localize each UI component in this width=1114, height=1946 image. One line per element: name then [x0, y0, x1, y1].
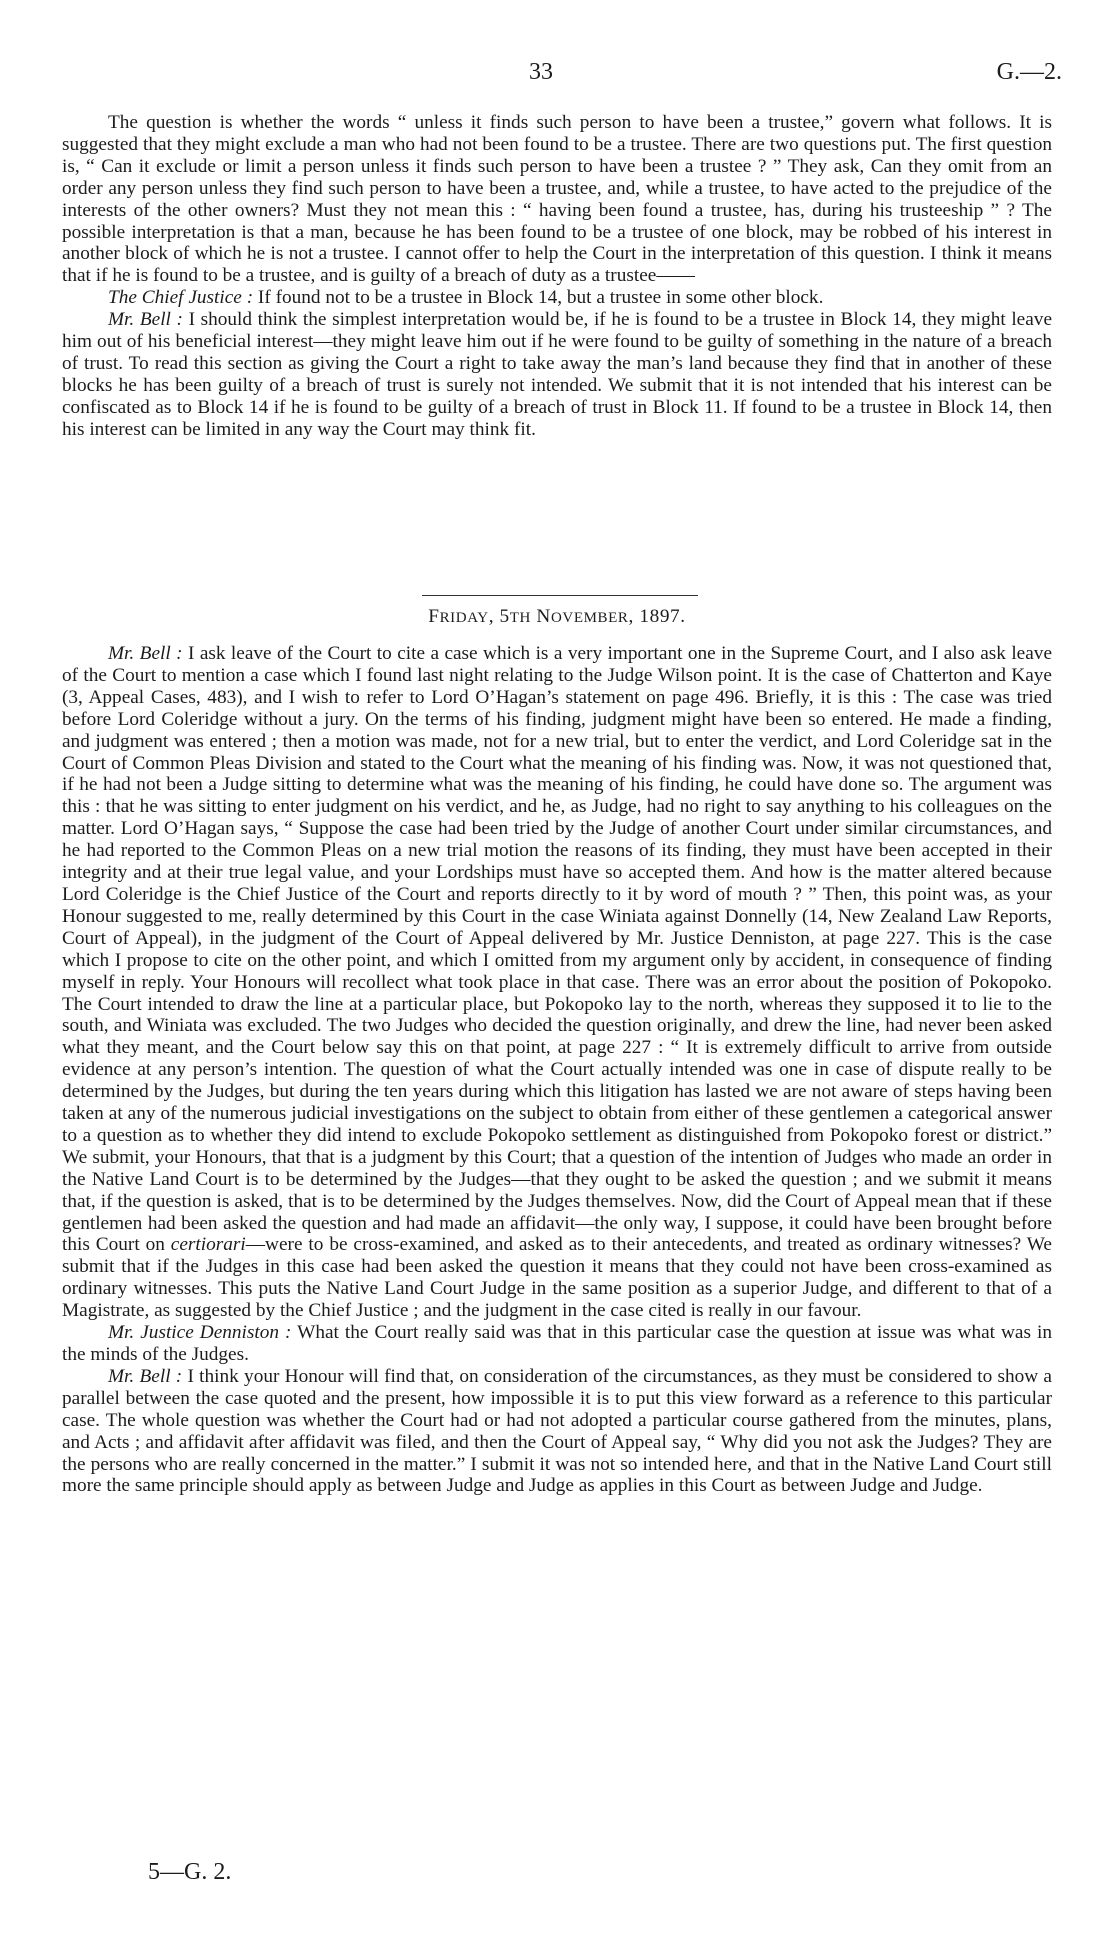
speech-text: —were to be cross-examined, and asked as to their antecedents, and treated as ordinary witnesses? We submit that if the Judges in this case had been asked the question it means that they could not have been cross-examined as ordinary witnesses. This puts the Native Land Court Judge in the same position as a superior Judge, and different to that of a Magistrate, as suggested by the Chief Justice ; and the judgment in the case cited is really in our favour. — [62, 1234, 1052, 1322]
paragraph — [62, 643, 1052, 1322]
speech-text: What the Court really said was that in this particular case the question at issue was what was in the minds of the Judges. — [62, 1322, 1052, 1365]
speaker-name: Mr. Bell : — [108, 1365, 183, 1387]
speaker-name: Mr. Bell : — [108, 309, 183, 331]
speech-text: If found not to be a trustee in Block 14, but a trustee in some other block. — [253, 287, 824, 309]
speaker-name: The Chief Justice : — [108, 287, 254, 309]
section-divider — [422, 595, 698, 596]
section-1 — [62, 112, 1052, 441]
speaker-name: Mr. Bell : — [108, 643, 183, 664]
signature-mark: 5—G. 2. — [148, 1859, 232, 1885]
speech-text: I should think the simplest interpretation would be, if he is found to be a trustee in Block 14, they might leave him out of his beneficial interest—they might leave him out if he were found to be guilty of something in the nature of a breach of trust. To read this section as giving the Court a right to take away the man’s land because they find that in another of these blocks he has been guilty of a breach of trust is surely not intended. We submit that it is not intended that his interest can be confiscated as to Block 14 if he is found to be guilty of a breach of trust in Block 11. If found to be a trustee in Block 14, then his interest can be limited in any way the Court may think fit. — [62, 309, 1052, 440]
paragraph: The question is whether the words “ unless it finds such person to have been a trustee,” govern what follows. It is suggested that they might exclude a man who had not been found to be a trustee. There are two questions put. The first question is, “ Can it exclude or limit a person unless it finds such person to have been a trustee ? ” They ask, Can they omit from an order any person unless they find such person to have been a trustee, and, while a trustee, to have acted to the prejudice of the interests of the other owners? Must they not mean this : “ having been found a trustee, has, during his trusteeship ” ? The possible interpretation is that a man, because he has been found to be a trustee of one block, may be robbed of his interest in another block of which he is not a trustee. I cannot offer to help the Court in the interpretation of this question. I think it means that if he is found to be a trustee, and is guilty of a breach of duty as a trustee—— — [62, 112, 1052, 287]
paragraph — [62, 309, 1052, 440]
section-2 — [62, 643, 1052, 1497]
latin-term: certiorari — [170, 1234, 246, 1256]
document-reference: G.—2. — [996, 59, 1062, 85]
speech-text: I think your Honour will find that, on consideration of the circumstances, as they must be considered to show a parallel between the case quoted and the present, how impossible it is to put this view forward as a reference to this particular case. The whole question was whether the Court had or had not adopted a particular course gathered from the minutes, plans, and Acts ; and affidavit after affidavit was filed, and then the Court of Appeal say, “ Why did you not ask the Judges? They are the persons who are really concerned in the matter.” I submit it was not so intended here, and that in the Native Land Court still more the same principle should apply as between Judge and Judge as applies in this Court as between Judge and Judge. — [62, 1365, 1052, 1497]
date-heading: FRIDAY, 5TH NOVEMBER, 1897. — [428, 606, 686, 627]
paragraph — [62, 287, 1052, 309]
paragraph — [62, 1366, 1052, 1497]
speech-text: I ask leave of the Court to cite a case which is a very important one in the Supreme Court, and I also ask leave of the Court to mention a case which I found last night relating to the Judge Wilson point. It is the case of Chatterton and Kaye (3, Appeal Cases, 483), and I wish to refer to Lord O’Hagan’s statement on page 496. Briefly, it is this : The case was tried before Lord Coleridge without a jury. On the terms of his finding, judgment might have been so entered. He made a finding, and judgment was entered ; then a motion was made, not for a new trial, but to enter the verdict, and Lord Coleridge sat in the Court of Common Pleas Division and stated to the Court what the meaning of his finding was. Now, it was not questioned that, if he had not been a Judge sitting to determine what was the meaning of his finding, he could have done so. The argument was this : that he was sitting to enter judgment on his verdict, and he, as Judge, had no right to say anything to his colleagues on the matter. Lord O’Hagan says, “ Suppose the case had been tried by the Judge of another Court under similar circumstances, and he had reported to the Common Pleas on a new trial motion the reasons of its finding, they must have been accepted in their integrity and at their true legal value, and your Lordships must have so accepted them. And how is the matter altered because Lord Coleridge is the Chief Justice of the Court and reports directly to it by word of mouth ? ” Then, this point was, as your Honour suggested to me, really determined by this Court in the case Winiata against Donnelly (14, New Zealand Law Reports, Court of Appeal), in the judgment of the Court of Appeal delivered by Mr. Justice Denniston, at page 227. This is the case which I propose to cite on the other point, and which I omitted from my argument only by accident, in consequence of finding myself in reply. Your Honours will recollect what took place in that case. There was an error about the position of Pokopoko. The Court intended to draw the line at a particular place, but Pokopoko lay to the north, whereas they supposed it to lie to the south, and Winiata was excluded. The two Judges who decided the question originally, and drew the line, had never been asked what they meant, and the Court below say this on that point, at page 227 : “ It is extremely difficult to arrive from outside evidence at any person’s intention. The question of what the Court actually intended was one in case of dispute really to be determined by the Judges, but during the ten years during which this litigation has lasted we are not aware of steps having been taken at any of the numerous judicial investigations on the subject to obtain from either of these gentlemen a categorical answer to a question as to whether they did intend to exclude Pokopoko settlement as distinguished from Pokopoko forest or district.” We submit, your Honours, that that is a judgment by this Court; that a question of the intention of Judges who made an order in the Native Land Court is to be determined by the Judges—that they ought to be asked the question ; and we submit it means that, if the question is asked, that is to be determined by the Judges themselves. Now, did the Court of Appeal mean that if these gentlemen had been asked the question and had made an affidavit—the only way, I suppose, it could have been brought before this Court on — [62, 643, 1052, 1256]
page-number: 33 — [529, 59, 553, 85]
speaker-name: Mr. Justice Denniston : — [108, 1322, 292, 1344]
paragraph — [62, 1322, 1052, 1366]
